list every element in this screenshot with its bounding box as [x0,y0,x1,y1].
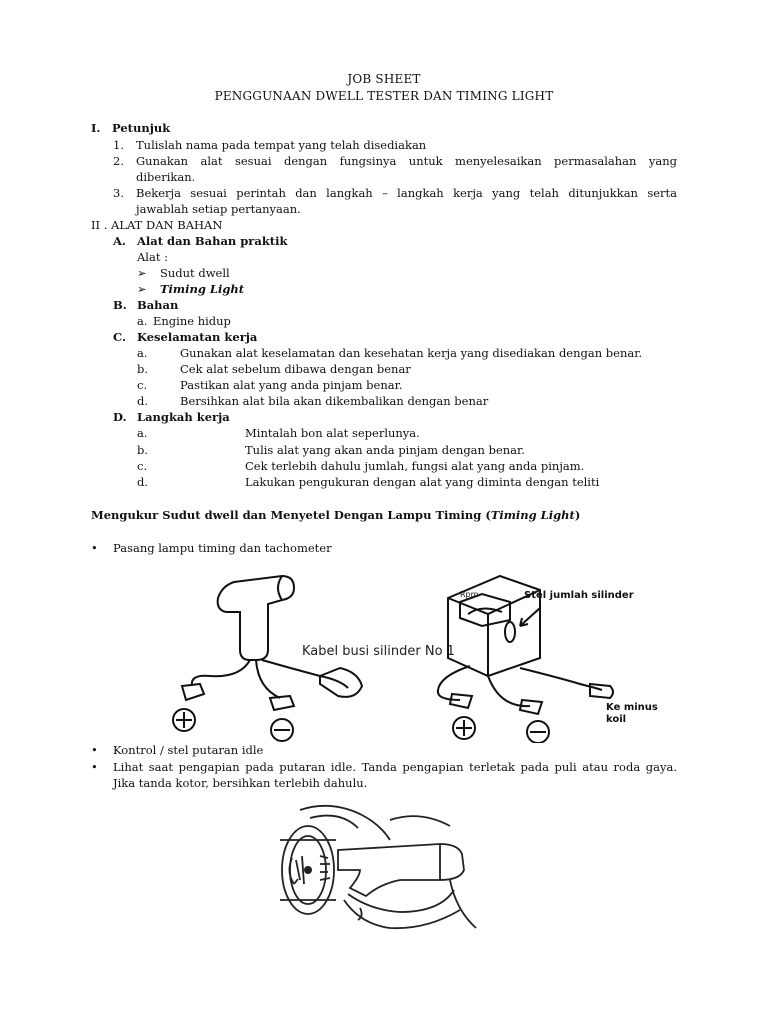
section2c-letter: C. [113,330,126,344]
petunjuk-item-1-number: 1. [113,138,124,152]
keselamatan-item-number: d. [137,394,149,408]
petunjuk-item-3-line1: Bekerja sesuai perintah dan langkah – langkah kerja yang telah ditunjukkan serta [136,186,677,200]
langkah-item-text: Cek terlebih dahulu jumlah, fungsi alat yang anda pinjam. [245,459,585,473]
arrow-bullet-icon: ➢ [137,266,147,280]
section2-heading: II . ALAT DAN BAHAN [91,218,223,232]
section2d-heading: Langkah kerja [137,410,230,424]
bullet-icon: • [91,541,98,555]
label-ke-minus: Ke minus [606,702,658,713]
section1-number: I. [91,121,101,135]
keselamatan-item-text: Pastikan alat yang anda pinjam benar. [180,378,403,392]
langkah-item-number: c. [137,459,148,473]
langkah-item-number: b. [137,443,149,457]
langkah-item-number: a. [137,426,148,440]
petunjuk-item-3-number: 3. [113,186,124,200]
doc-title-line2: PENGGUNAAN DWELL TESTER DAN TIMING LIGHT [214,89,554,103]
alat-label: Alat : [137,250,168,264]
bahan-item-number: a. [137,314,148,328]
label-rpm: Rpm [460,590,479,599]
keselamatan-item-text: Bersihkan alat bila akan dikembalikan dengan benar [180,394,489,408]
alat-item-timing-light: Timing Light [160,282,245,296]
section2a-letter: A. [113,234,126,248]
keselamatan-item-number: a. [137,346,148,360]
bullet-lihat-saat-pengapian-line1: Lihat saat pengapian pada putaran idle. Tanda pengapian terletak pada puli atau roda gaya. [113,760,677,774]
arrow-bullet-icon: ➢ [137,282,147,296]
petunjuk-item-1-text: Tulislah nama pada tempat yang telah disediakan [136,138,427,152]
langkah-item-text: Mintalah bon alat seperlunya. [245,426,420,440]
label-stel-jumlah-silinder: Stel jumlah silinder [524,590,634,601]
bullet-pasang-lampu: Pasang lampu timing dan tachometer [113,541,332,555]
petunjuk-item-2-line1: Gunakan alat sesuai dengan fungsinya untuk menyelesaikan permasalahan yang [136,154,677,168]
alat-item-sudut-dwell: Sudut dwell [160,266,230,280]
label-kabel-busi: Kabel busi silinder No 1 [302,644,455,659]
petunjuk-item-3-line2: jawablah setiap pertanyaan. [136,202,301,216]
langkah-item-text: Tulis alat yang akan anda pinjam dengan benar. [245,443,525,457]
petunjuk-item-2-number: 2. [113,154,124,168]
section2a-heading: Alat dan Bahan praktik [137,234,288,248]
section2b-heading: Bahan [137,298,179,312]
section2d-letter: D. [113,410,127,424]
figure-timing-light-on-pulley [240,800,480,945]
figure-timing-light-tachometer [170,568,670,743]
section3-heading: Mengukur Sudut dwell dan Menyetel Dengan Lampu Timing (Timing Light) [91,508,581,522]
petunjuk-item-2-line2: diberikan. [136,170,196,184]
bullet-kontrol-idle: Kontrol / stel putaran idle [113,743,264,757]
bullet-icon: • [91,743,98,757]
section1-heading: Petunjuk [112,121,171,135]
keselamatan-item-text: Cek alat sebelum dibawa dengan benar [180,362,411,376]
bullet-icon: • [91,760,98,774]
timing-light-gun-icon [218,576,294,660]
bullet-lihat-saat-pengapian-line2: Jika tanda kotor, bersihkan terlebih dahulu. [113,776,368,790]
langkah-item-text: Lakukan pengukuran dengan alat yang diminta dengan teliti [245,475,600,489]
doc-title-line1: JOB SHEET [347,72,421,86]
section2c-heading: Keselamatan kerja [137,330,258,344]
timing-light-icon [338,844,464,896]
keselamatan-item-text: Gunakan alat keselamatan dan kesehatan kerja yang disediakan dengan benar. [180,346,643,360]
keselamatan-item-number: b. [137,362,149,376]
langkah-item-number: d. [137,475,149,489]
figure-drawing [240,800,480,945]
keselamatan-item-number: c. [137,378,148,392]
section2b-letter: B. [113,298,127,312]
label-koil: koil [606,714,627,725]
bahan-item-text: Engine hidup [153,314,231,328]
